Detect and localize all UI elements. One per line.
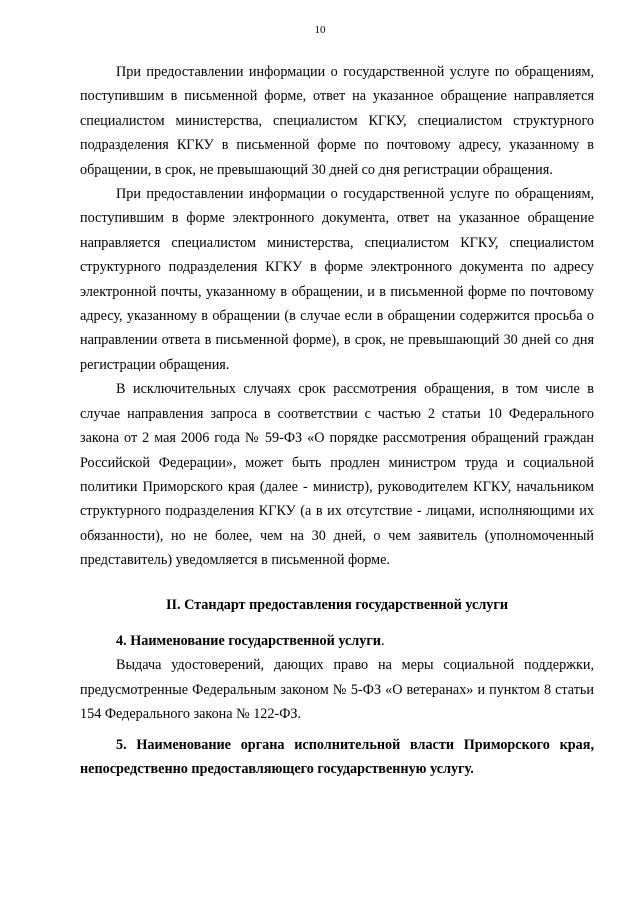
subsection-4-title: 4. Наименование государственной услуги [116,632,381,649]
section-heading: II. Стандарт предоставления государственной услуги [165,596,509,613]
document-body [80,60,594,781]
subsection-4-trailing: . [380,632,385,649]
page-number: 10 [314,24,326,36]
subsection-5-heading: 5. Наименование органа исполнительной власти Приморского края, непосредственно предоставляющего государственную услугу. [80,736,594,777]
paragraph-electronic-requests: При предоставлении информации о государственной услуге по обращениям, поступившим в форме электронного документа, ответ на указанное обращение направляется специалистом министерства, специалистом КГКУ, специалистом структурного подразделения КГКУ в форме электронного документа по адресу электронной почты, указанному в обращении, и в письменной форме по почтовому адресу, указанному в обращении (в случае если в обращении содержится просьба о направлении ответа в письменной форме), в срок, не превышающий 30 дней со дня регистрации обращения. [80,186,594,373]
paragraph-service-name: Выдача удостоверений, дающих право на меры социальной поддержки, предусмотренные Федеральным законом № 5-ФЗ «О ветеранах» и пунктом 8 статьи 154 Федерального закона № 122-ФЗ. [80,657,594,723]
paragraph-written-requests: При предоставлении информации о государственной услуге по обращениям, поступившим в письменной форме, ответ на указанное обращение направляется специалистом министерства, специалистом КГКУ, специалистом структурного подразделения КГКУ в письменной форме по почтовому адресу, указанному в обращении, в срок, не превышающий 30 дней со дня регистрации обращения. [80,64,594,178]
subsection-4-heading [80,629,594,653]
paragraph-exceptional-cases: В исключительных случаях срок рассмотрения обращения, в том числе в случае направления запроса в соответствии с частью 2 статьи 10 Федерального закона от 2 мая 2006 года № 59-ФЗ «О порядке рассмотрения обращений граждан Российской Федерации», может быть продлен министром труда и социальной политики Приморского края (далее - министр), руководителем КГКУ, начальником структурного подразделения КГКУ (а в их отсутствие - лицами, исполняющими их обязанности), но не более, чем на 30 дней, о чем заявитель (уполномоченный представитель) уведомляется в письменной форме. [80,381,594,569]
